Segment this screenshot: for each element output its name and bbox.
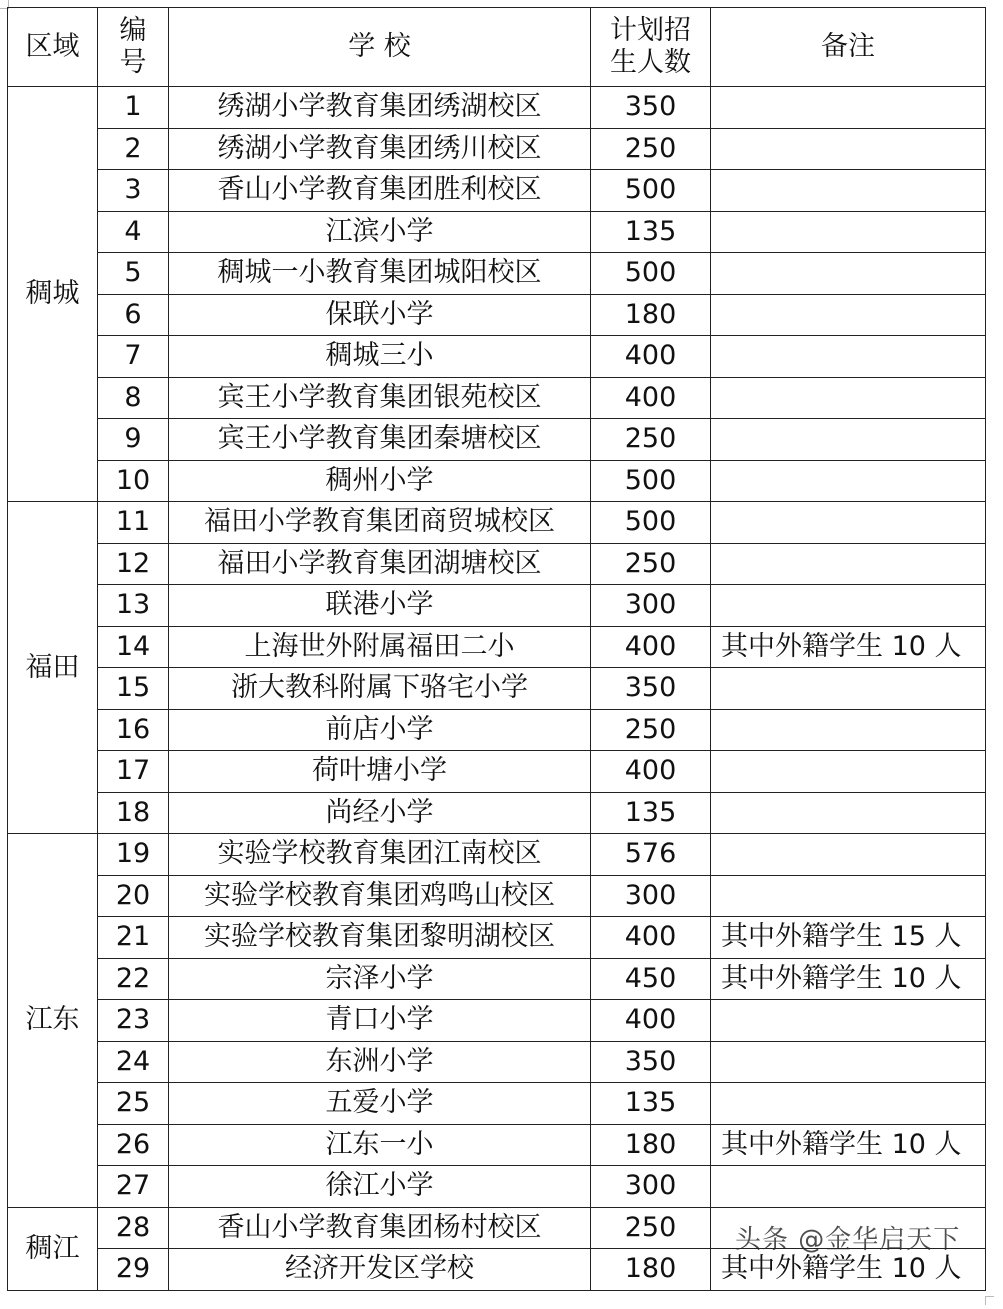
school-cell: 东洲小学 [169, 1041, 591, 1083]
enrollment-cell: 500 [591, 460, 711, 502]
table-row [8, 792, 986, 834]
page-corner-mark [985, 1296, 994, 1305]
table-row [8, 751, 986, 793]
note-cell [711, 1083, 986, 1125]
table-row [8, 211, 986, 253]
enrollment-cell: 250 [591, 419, 711, 461]
enrollment-cell: 450 [591, 958, 711, 1000]
enrollment-cell: 250 [591, 128, 711, 170]
header-row [8, 8, 986, 87]
number-cell: 1 [98, 87, 169, 129]
school-cell: 稠州小学 [169, 460, 591, 502]
table-row [8, 460, 986, 502]
enrollment-cell: 350 [591, 668, 711, 710]
table-row [8, 1041, 986, 1083]
note-cell [711, 460, 986, 502]
number-cell: 14 [98, 626, 169, 668]
note-cell [711, 1000, 986, 1042]
number-cell: 11 [98, 502, 169, 544]
region-cell: 福田 [8, 502, 98, 834]
note-cell [711, 543, 986, 585]
number-cell: 20 [98, 875, 169, 917]
enrollment-cell: 135 [591, 211, 711, 253]
table-row [8, 1166, 986, 1208]
table-row [8, 377, 986, 419]
number-cell: 17 [98, 751, 169, 793]
enrollment-cell: 400 [591, 626, 711, 668]
enrollment-cell: 250 [591, 1207, 711, 1249]
school-cell: 宾王小学教育集团秦塘校区 [169, 419, 591, 461]
watermark: 头条 @金华启天下 [735, 1225, 961, 1255]
enrollment-cell: 135 [591, 1083, 711, 1125]
school-cell: 前店小学 [169, 709, 591, 751]
table-row [8, 917, 986, 959]
enrollment-cell: 300 [591, 1166, 711, 1208]
number-cell: 9 [98, 419, 169, 461]
school-cell: 福田小学教育集团商贸城校区 [169, 502, 591, 544]
table-row [8, 170, 986, 212]
school-cell: 福田小学教育集团湖塘校区 [169, 543, 591, 585]
number-cell: 5 [98, 253, 169, 295]
note-cell [711, 294, 986, 336]
school-cell: 实验学校教育集团鸡鸣山校区 [169, 875, 591, 917]
note-cell [711, 336, 986, 378]
enrollment-cell: 400 [591, 336, 711, 378]
note-cell [711, 1041, 986, 1083]
table-row [8, 336, 986, 378]
region-cell: 江东 [8, 834, 98, 1208]
enrollment-cell: 400 [591, 377, 711, 419]
number-cell: 27 [98, 1166, 169, 1208]
table-row [8, 543, 986, 585]
table-row [8, 668, 986, 710]
school-cell: 荷叶塘小学 [169, 751, 591, 793]
school-cell: 香山小学教育集团杨村校区 [169, 1207, 591, 1249]
table-row [8, 419, 986, 461]
enrollment-cell: 500 [591, 170, 711, 212]
number-cell: 16 [98, 709, 169, 751]
number-cell: 3 [98, 170, 169, 212]
school-cell: 稠城一小教育集团城阳校区 [169, 253, 591, 295]
enrollment-cell: 300 [591, 585, 711, 627]
number-cell: 25 [98, 1083, 169, 1125]
note-cell [711, 585, 986, 627]
school-cell: 浙大教科附属下骆宅小学 [169, 668, 591, 710]
table-row [8, 1083, 986, 1125]
note-cell [711, 87, 986, 129]
enrollment-cell: 400 [591, 1000, 711, 1042]
header-enrollment-text: 计划招 生人数 [610, 15, 691, 78]
number-cell: 6 [98, 294, 169, 336]
enrollment-cell: 350 [591, 87, 711, 129]
table-row [8, 626, 986, 668]
note-cell [711, 170, 986, 212]
school-cell: 香山小学教育集团胜利校区 [169, 170, 591, 212]
school-cell: 五爱小学 [169, 1083, 591, 1125]
school-cell: 经济开发区学校 [169, 1249, 591, 1291]
number-cell: 13 [98, 585, 169, 627]
number-cell: 22 [98, 958, 169, 1000]
note-cell [711, 377, 986, 419]
number-cell: 19 [98, 834, 169, 876]
enrollment-cell: 300 [591, 875, 711, 917]
enrollment-cell: 500 [591, 253, 711, 295]
number-cell: 21 [98, 917, 169, 959]
table-body [8, 87, 986, 1291]
school-cell: 江东一小 [169, 1124, 591, 1166]
school-cell: 绣湖小学教育集团绣湖校区 [169, 87, 591, 129]
note-cell [711, 709, 986, 751]
school-cell: 保联小学 [169, 294, 591, 336]
school-cell: 宗泽小学 [169, 958, 591, 1000]
table-row [8, 875, 986, 917]
header-number [98, 8, 169, 87]
table-row [8, 958, 986, 1000]
note-cell [711, 1166, 986, 1208]
enrollment-cell: 350 [591, 1041, 711, 1083]
table-row [8, 294, 986, 336]
enrollment-cell: 400 [591, 751, 711, 793]
school-cell: 江滨小学 [169, 211, 591, 253]
header-enrollment [591, 8, 711, 87]
school-cell: 尚经小学 [169, 792, 591, 834]
note-cell [711, 419, 986, 461]
note-cell [711, 253, 986, 295]
number-cell: 8 [98, 377, 169, 419]
enrollment-cell: 135 [591, 792, 711, 834]
enrollment-cell: 180 [591, 1249, 711, 1291]
enrollment-cell: 576 [591, 834, 711, 876]
table-row [8, 128, 986, 170]
table-row [8, 1124, 986, 1166]
region-cell: 稠江 [8, 1207, 98, 1290]
enrollment-cell: 250 [591, 709, 711, 751]
number-cell: 24 [98, 1041, 169, 1083]
note-cell [711, 792, 986, 834]
table-row [8, 709, 986, 751]
note-cell: 其中外籍学生 10 人 [711, 958, 986, 1000]
number-cell: 18 [98, 792, 169, 834]
note-cell [711, 502, 986, 544]
note-cell [711, 751, 986, 793]
enrollment-table [7, 7, 986, 1291]
school-cell: 徐江小学 [169, 1166, 591, 1208]
enrollment-cell: 400 [591, 917, 711, 959]
number-cell: 7 [98, 336, 169, 378]
note-cell: 其中外籍学生 10 人 [711, 1124, 986, 1166]
school-cell: 宾王小学教育集团银苑校区 [169, 377, 591, 419]
note-cell [711, 834, 986, 876]
note-cell [711, 128, 986, 170]
region-cell: 稠城 [8, 87, 98, 502]
table-row [8, 87, 986, 129]
number-cell: 23 [98, 1000, 169, 1042]
school-cell: 绣湖小学教育集团绣川校区 [169, 128, 591, 170]
note-cell [711, 668, 986, 710]
enrollment-cell: 500 [591, 502, 711, 544]
enrollment-cell: 180 [591, 1124, 711, 1166]
school-cell: 上海世外附属福田二小 [169, 626, 591, 668]
header-number-text: 编 号 [119, 15, 147, 78]
note-cell: 其中外籍学生 15 人 [711, 917, 986, 959]
school-cell: 青口小学 [169, 1000, 591, 1042]
table-row [8, 585, 986, 627]
header-region: 区域 [8, 8, 98, 87]
school-cell: 实验学校教育集团江南校区 [169, 834, 591, 876]
table-row [8, 502, 986, 544]
number-cell: 29 [98, 1249, 169, 1291]
header-note: 备注 [711, 8, 986, 87]
note-cell [711, 211, 986, 253]
note-cell: 其中外籍学生 10 人 [711, 626, 986, 668]
table-row [8, 253, 986, 295]
number-cell: 2 [98, 128, 169, 170]
enrollment-cell: 250 [591, 543, 711, 585]
school-cell: 稠城三小 [169, 336, 591, 378]
number-cell: 28 [98, 1207, 169, 1249]
number-cell: 26 [98, 1124, 169, 1166]
enrollment-cell: 180 [591, 294, 711, 336]
header-school: 学 校 [169, 8, 591, 87]
number-cell: 4 [98, 211, 169, 253]
note-cell: 其中外籍学生 10 人 [711, 1249, 986, 1291]
number-cell: 12 [98, 543, 169, 585]
table-row [8, 1000, 986, 1042]
table-row [8, 834, 986, 876]
note-cell [711, 875, 986, 917]
number-cell: 15 [98, 668, 169, 710]
number-cell: 10 [98, 460, 169, 502]
school-cell: 联港小学 [169, 585, 591, 627]
school-cell: 实验学校教育集团黎明湖校区 [169, 917, 591, 959]
